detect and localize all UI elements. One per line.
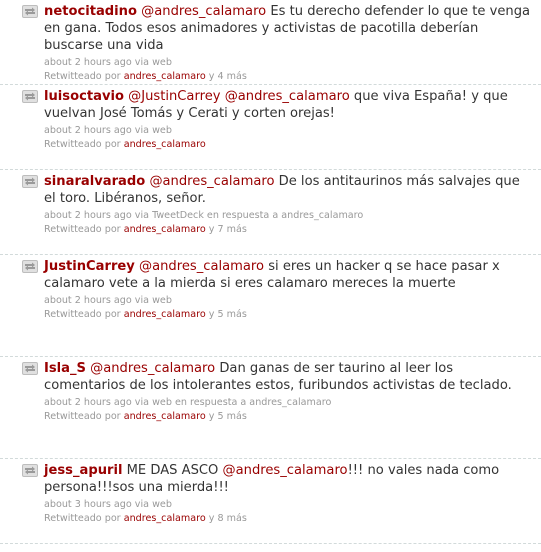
tweet-author-link[interactable]: sinaralvarado: [44, 174, 146, 189]
tweet-text: si eres un hacker q se hace pasar x calamaro vete a la mierda si eres calamaro mereces la muerte: [44, 259, 500, 291]
tweet-text: De los antitaurinos más salvajes que el toro. Libéranos, señor.: [44, 174, 520, 206]
retweet-icon: [22, 90, 38, 103]
tweet-body: [22, 459, 531, 496]
tweet-mention-link[interactable]: @andres_calamaro: [139, 259, 265, 274]
retweeted-by: Retwitteado por andres_calamaro y 5 más: [44, 411, 247, 422]
tweet-meta[interactable]: about 2 hours ago via web: [44, 125, 172, 136]
retweeted-by: Retwitteado por andres_calamaro y 5 más: [44, 309, 247, 320]
tweet-text: Es tu derecho defender lo que te venga en gana. Todos esos animadores y activistas de pacotilla deberían buscarse una vida: [44, 4, 531, 53]
retweeted-by: Retwitteado por andres_calamaro y 4 más: [44, 71, 247, 82]
retweeter-link[interactable]: andres_calamaro: [123, 309, 206, 320]
tweet-mention-link[interactable]: @andres_calamaro: [149, 174, 275, 189]
tweet-body: [22, 255, 531, 292]
tweet-author-link[interactable]: Isla_S: [44, 361, 86, 376]
tweet-author-link[interactable]: JustinCarrey: [44, 259, 135, 274]
retweet-icon: [22, 5, 38, 18]
retweeter-link[interactable]: andres_calamaro: [123, 224, 206, 235]
tweet-text-pre: ME DAS ASCO: [122, 463, 223, 478]
tweet-item: [0, 255, 541, 357]
retweeted-by: Retwitteado por andres_calamaro: [44, 139, 206, 150]
retweeted-by: Retwitteado por andres_calamaro y 7 más: [44, 224, 247, 235]
tweet-meta[interactable]: about 2 hours ago via web en respuesta a andres_calamaro: [44, 397, 332, 408]
tweet-item: [0, 85, 541, 170]
retweeter-link[interactable]: andres_calamaro: [123, 71, 206, 82]
retweet-icon: [22, 362, 38, 375]
tweet-author-link[interactable]: netocitadino: [44, 4, 137, 19]
tweet-body: [22, 85, 531, 122]
tweet-text: Dan ganas de ser taurino al leer los comentarios de los intolerantes estos, furibundos activistas de teclado.: [44, 361, 512, 393]
retweeted-by: Retwitteado por andres_calamaro y 8 más: [44, 513, 247, 524]
retweet-icon: [22, 175, 38, 188]
retweet-icon: [22, 464, 38, 477]
retweeter-link[interactable]: andres_calamaro: [123, 513, 206, 524]
tweet-text: que viva España! y que vuelvan José Tomás y Cerati y corten orejas!: [44, 89, 508, 121]
tweet-mention-link[interactable]: @andres_calamaro: [222, 463, 348, 478]
tweet-body: [22, 170, 531, 207]
tweet-author-link[interactable]: luisoctavio: [44, 89, 124, 104]
tweet-item: [0, 459, 541, 544]
tweet-body: [22, 0, 531, 54]
retweeter-link[interactable]: andres_calamaro: [123, 411, 206, 422]
tweet-body: [22, 357, 531, 394]
tweet-mention-link[interactable]: @andres_calamaro: [90, 361, 216, 376]
tweet-mention-link[interactable]: @andres_calamaro: [224, 89, 350, 104]
tweet-meta[interactable]: about 2 hours ago via TweetDeck en respuesta a andres_calamaro: [44, 210, 364, 221]
tweet-item: [0, 170, 541, 255]
tweet-text: !!! no vales nada como persona!!!sos una mierda!!!: [44, 463, 500, 495]
tweet-item: [0, 357, 541, 459]
retweeter-link[interactable]: andres_calamaro: [123, 139, 206, 150]
tweet-mention-link[interactable]: @andres_calamaro: [141, 4, 267, 19]
tweet-mention-link[interactable]: @JustinCarrey: [128, 89, 221, 104]
retweet-icon: [22, 260, 38, 273]
tweet-item: [0, 0, 541, 85]
tweet-meta[interactable]: about 3 hours ago via web: [44, 499, 172, 510]
tweet-meta[interactable]: about 2 hours ago via web: [44, 57, 172, 68]
tweet-meta[interactable]: about 2 hours ago via web: [44, 295, 172, 306]
tweet-author-link[interactable]: jess_apuril: [44, 463, 123, 478]
